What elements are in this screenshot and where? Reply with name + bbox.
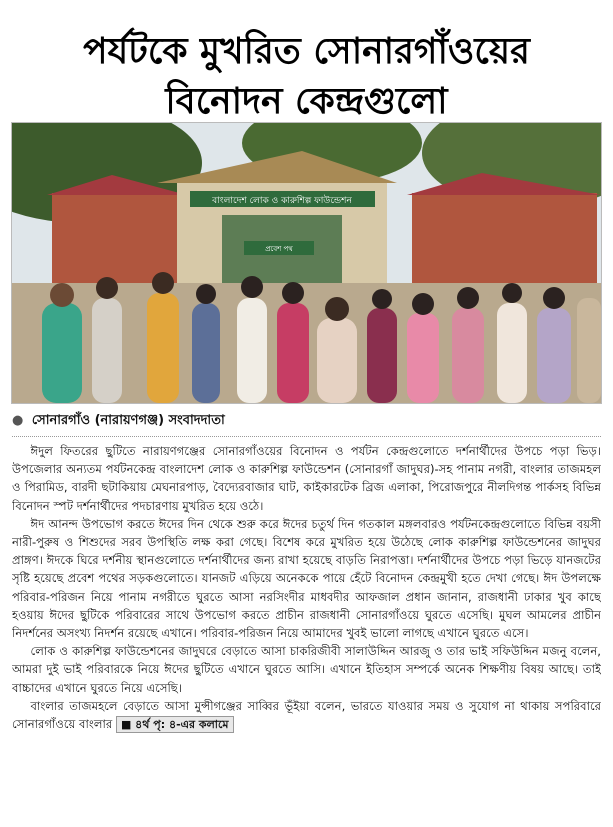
headline-line-1: পর্যটকে মুখরিত সোনারগাঁওয়ের — [83, 31, 530, 73]
reporter-credit — [12, 410, 601, 432]
article-body — [12, 442, 601, 814]
photo-illustration — [12, 123, 601, 403]
bullet-icon: ● — [12, 413, 24, 428]
credit-text: সোনারগাঁও (নারায়ণগঞ্জ) সংবাদদাতা — [31, 413, 225, 428]
paragraph-1: ঈদুল ফিতরের ছুটিতে নারায়ণগঞ্জের সোনারগাঁওয়ের বিনোদন ও পর্যটন কেন্দ্রগুলোতে দর্শনার্থীদের উপচে পড়া ভিড়। উপজেলার অন্যতম পর্যটনকেন্দ্র বাংলাদেশ লোক ও কারুশিল্প ফাউন্ডেশন (সোনারগাঁ জাদুঘর)-সহ পানাম নগরী, বাংলার তাজমহল ও পিরামিড, বারদী ছটাকিয়ায় মেঘনারপাড়, বৈদ্যেরবাজার ঘাট, কাইকারটেক ব্রিজ এলাকা, পিরোজপুরে নীলদিগন্ত পার্কসহ বিভিন্ন বিনোদন স্পট দর্শনার্থীদের পদচারণায় মুখরিত হয়ে ওঠে। — [12, 444, 601, 513]
divider — [12, 436, 601, 437]
paragraph-2: ঈদ আনন্দ উপভোগ করতে ঈদের দিন থেকে শুরু করে ঈদের চতুর্থ দিন গতকাল মঙ্গলবারও পর্যটনকেন্দ্রগুলোতে বিভিন্ন বয়সী নারী-পুরুষ ও শিশুদের সরব উপস্থিতি লক্ষ করা গেছে। বিশেষ করে মুখরিত হয়ে উঠেছে লোক কারুশিল্প ফাউন্ডেশনের জাদুঘর প্রাঙ্গণ। ঈদকে ঘিরে দর্শনীয় স্থানগুলোতে দর্শনার্থীদের জন্য রাখা হয়েছে বাড়তি নিরাপত্তা। দর্শনার্থীদের উপচে পড়া ভিড়ে যানজটের সৃষ্টি হয়েছে প্রবেশ পথের সড়কগুলোতে। যানজট এড়িয়ে অনেককে পায়ে হেঁটে বিনোদন কেন্দ্রমুখী হতে দেখা গেছে। ঈদ উপলক্ষে পরিবার-পরিজন নিয়ে পানাম নগরীতে ঘুরতে আসা নরসিংদীর মাধবদীর আফজাল প্রধান জানান, রাজধানী ঢাকার খুব কাছে হওয়ায় ঈদের ছুটিকে পরিবারের সাথে উপভোগ করতে প্রাচীন রাজধানী সোনারগাঁওয়ে ঘুরতে এসেছি। মুঘল আমলের প্রাচীন নিদর্শনের অসংখ্য নিদর্শন রয়েছে এখানে। পরিবার-পরিজন নিয়ে আমাদের খুবই ভালো লাগছে এখানে ঘুরতে এসে। — [12, 516, 601, 641]
gate-plate-text: প্রবেশ পথ — [265, 245, 293, 253]
paragraph-3: লোক ও কারুশিল্প ফাউন্ডেশনের জাদুঘরে বেড়াতে আসা চাকরিজীবী সালাউদ্দিন আরজু ও তার ভাই সফিউদ্দিন মজনু বলেন, আমরা দুই ভাই পরিবারকে নিয়ে ঈদের ছুটিতে এখানে ঘুরতে আসি। এখানে ইতিহাস সম্পর্কে অনেক শিক্ষণীয় বিষয় আছে। তাই বাচ্চাদের এখানে ঘুরতে নিয়ে এসেছি। — [12, 644, 601, 695]
headline-line-2: বিনোদন কেন্দ্রগুলো — [165, 81, 448, 123]
paragraph-4 — [12, 697, 601, 733]
paragraph-4-text: বাংলার তাজমহলে বেড়াতে আসা মুন্সীগঞ্জের সাব্বির ভূঁইয়া বলেন, ভারতে যাওয়ার সময় ও সুযোগ না থাকায় সপরিবারে সোনারগাঁওয়ে বাংলার — [12, 698, 601, 732]
continued-page-link[interactable]: ■ ৪র্থ পৃ: ৪-এর কলামে — [116, 716, 234, 733]
news-photo — [11, 122, 602, 404]
headline — [8, 27, 605, 127]
gate-sign-text: বাংলাদেশ লোক ও কারুশিল্প ফাউন্ডেশন — [212, 196, 352, 206]
